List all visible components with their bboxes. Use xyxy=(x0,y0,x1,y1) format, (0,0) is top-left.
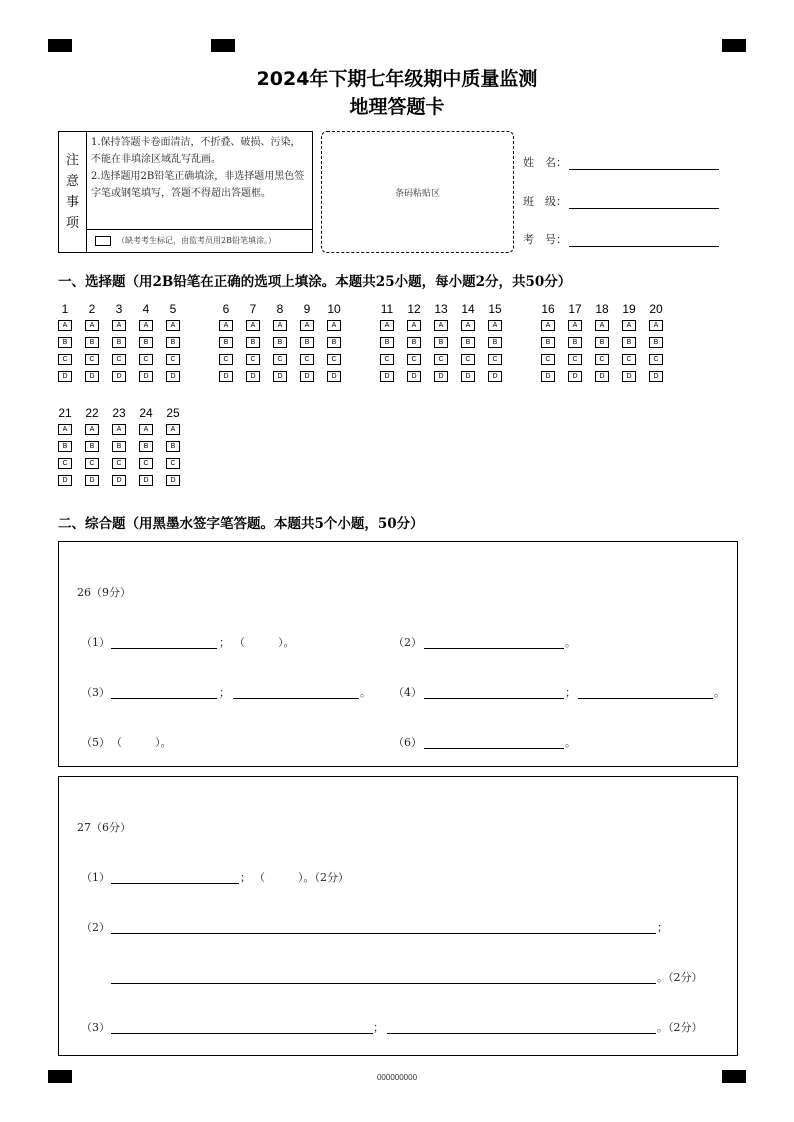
option-bubble[interactable]: B xyxy=(166,441,180,452)
option-bubble[interactable]: A xyxy=(461,320,475,331)
question-number: 21 xyxy=(58,406,72,420)
question-number: 15 xyxy=(488,302,502,316)
q26-part5-paren: （ ）。 xyxy=(111,736,172,749)
option-bubble[interactable]: C xyxy=(434,354,448,365)
question-number: 7 xyxy=(249,302,257,316)
option-bubble[interactable]: B xyxy=(58,441,72,452)
option-bubble[interactable]: C xyxy=(380,354,394,365)
section-1-title: 一、选择题（用2B铅笔在正确的选项上填涂。本题共25小题，每小题2分，共50分） xyxy=(58,274,572,290)
option-bubble[interactable]: C xyxy=(219,354,233,365)
option-bubble[interactable]: C xyxy=(649,354,663,365)
option-bubble[interactable]: D xyxy=(166,371,180,382)
option-bubble[interactable]: B xyxy=(622,337,636,348)
option-bubble[interactable]: D xyxy=(300,371,314,382)
option-bubble[interactable]: D xyxy=(649,371,663,382)
option-bubble[interactable]: C xyxy=(166,354,180,365)
name-row xyxy=(523,154,719,170)
question-number: 11 xyxy=(380,302,394,316)
q27-part1-sep: ； xyxy=(240,871,251,884)
question-number: 18 xyxy=(595,302,609,316)
option-bubble[interactable]: B xyxy=(219,337,233,348)
option-bubble[interactable]: C xyxy=(112,458,126,469)
option-bubble[interactable]: A xyxy=(407,320,421,331)
option-bubble[interactable]: B xyxy=(649,337,663,348)
notice-box xyxy=(58,131,313,253)
question-number: 10 xyxy=(327,302,341,316)
class-field[interactable] xyxy=(569,197,719,209)
option-bubble[interactable]: D xyxy=(166,475,180,486)
question-number: 16 xyxy=(541,302,555,316)
question-number: 6 xyxy=(222,302,230,316)
question-number: 13 xyxy=(434,302,448,316)
option-bubble[interactable]: D xyxy=(112,371,126,382)
option-bubble[interactable]: A xyxy=(85,320,99,331)
option-bubble[interactable]: A xyxy=(139,424,153,435)
question-number: 5 xyxy=(169,302,177,316)
option-bubble[interactable]: D xyxy=(85,371,99,382)
q26-part6-blank[interactable] xyxy=(424,748,564,749)
option-bubble[interactable]: A xyxy=(541,320,555,331)
q26-part1-sep: ； xyxy=(219,636,230,649)
option-bubble[interactable]: A xyxy=(58,320,72,331)
notice-text xyxy=(91,134,309,202)
page-subtitle: 地理答题卡 xyxy=(349,96,445,118)
exam-no-row xyxy=(523,231,719,247)
option-bubble[interactable]: B xyxy=(246,337,260,348)
option-bubble[interactable]: D xyxy=(58,371,72,382)
option-bubble[interactable]: B xyxy=(300,337,314,348)
option-bubble[interactable]: A xyxy=(434,320,448,331)
option-bubble[interactable]: D xyxy=(139,371,153,382)
option-bubble[interactable]: A xyxy=(246,320,260,331)
answer-box-q27 xyxy=(58,776,738,1056)
name-label: 姓 名： xyxy=(523,156,567,169)
notice-item-2: 2.选择题用2B铅笔正确填涂，非选择题用黑色签字笔或钢笔填写，答题不得超出答题框。 xyxy=(91,171,305,199)
option-bubble[interactable]: C xyxy=(139,354,153,365)
timing-mark-top-right xyxy=(722,39,746,52)
option-bubble[interactable]: B xyxy=(327,337,341,348)
notice-label-char: 项 xyxy=(65,216,79,231)
option-bubble[interactable]: D xyxy=(380,371,394,382)
option-bubble[interactable]: D xyxy=(273,371,287,382)
option-bubble[interactable]: D xyxy=(112,475,126,486)
option-bubble[interactable]: A xyxy=(139,320,153,331)
option-bubble[interactable]: C xyxy=(327,354,341,365)
option-bubble[interactable]: D xyxy=(541,371,555,382)
q26-part5-label: （5） xyxy=(81,736,110,749)
q26-part3-blank-b[interactable] xyxy=(233,698,359,699)
option-bubble[interactable]: C xyxy=(85,458,99,469)
question-number: 12 xyxy=(407,302,421,316)
option-bubble[interactable]: C xyxy=(139,458,153,469)
option-bubble[interactable]: B xyxy=(139,337,153,348)
page-title: 2024年下期七年级期中质量监测 xyxy=(256,68,538,90)
absent-mark-row xyxy=(95,235,276,246)
q27-part2-blank-a[interactable] xyxy=(111,933,656,934)
option-bubble[interactable]: B xyxy=(595,337,609,348)
notice-divider xyxy=(87,229,313,230)
option-bubble[interactable]: C xyxy=(58,354,72,365)
option-bubble[interactable]: B xyxy=(380,337,394,348)
q26-part6-end: 。 xyxy=(565,736,576,749)
option-bubble[interactable]: B xyxy=(273,337,287,348)
option-bubble[interactable]: A xyxy=(300,320,314,331)
option-bubble[interactable]: A xyxy=(166,320,180,331)
question-number: 20 xyxy=(649,302,663,316)
option-bubble[interactable]: C xyxy=(407,354,421,365)
question-number: 22 xyxy=(85,406,99,420)
option-bubble[interactable]: D xyxy=(85,475,99,486)
option-bubble[interactable]: B xyxy=(139,441,153,452)
option-bubble[interactable]: A xyxy=(327,320,341,331)
option-bubble[interactable]: C xyxy=(461,354,475,365)
q26-part3-label: （3） xyxy=(81,686,110,699)
q26-part2-blank[interactable] xyxy=(424,648,564,649)
option-bubble[interactable]: A xyxy=(112,424,126,435)
absent-checkbox[interactable] xyxy=(95,236,111,246)
option-bubble[interactable]: D xyxy=(58,475,72,486)
notice-label-char: 注 xyxy=(65,153,79,168)
option-bubble[interactable]: B xyxy=(541,337,555,348)
option-bubble[interactable]: D xyxy=(434,371,448,382)
class-row xyxy=(523,193,719,209)
option-bubble[interactable]: A xyxy=(112,320,126,331)
q26-part1-paren: （ ）。 xyxy=(234,636,295,649)
q27-part2-end: 。（2分） xyxy=(657,971,703,984)
q26-part1-label: （1） xyxy=(81,636,110,649)
q26-part4-label: （4） xyxy=(393,686,422,699)
barcode-area xyxy=(321,131,514,253)
option-bubble[interactable]: B xyxy=(568,337,582,348)
option-bubble[interactable]: A xyxy=(568,320,582,331)
question-number: 4 xyxy=(142,302,150,316)
option-bubble[interactable]: A xyxy=(58,424,72,435)
q26-part2-end: 。 xyxy=(565,636,576,649)
notice-label-char: 事 xyxy=(65,195,79,210)
option-bubble[interactable]: C xyxy=(622,354,636,365)
q27-part1-blank[interactable] xyxy=(111,883,239,884)
option-bubble[interactable]: A xyxy=(380,320,394,331)
option-bubble[interactable]: A xyxy=(166,424,180,435)
option-bubble[interactable]: A xyxy=(488,320,502,331)
option-bubble[interactable]: D xyxy=(327,371,341,382)
question-number: 25 xyxy=(166,406,180,420)
option-bubble[interactable]: A xyxy=(273,320,287,331)
absent-note: （缺考考生标记，由监考员用2B铅笔填涂。） xyxy=(117,236,276,245)
option-bubble[interactable]: D xyxy=(461,371,475,382)
question-number: 2 xyxy=(88,302,96,316)
question-number: 14 xyxy=(461,302,475,316)
option-bubble[interactable]: A xyxy=(85,424,99,435)
exam-no-field[interactable] xyxy=(569,235,719,247)
q26-part2-label: （2） xyxy=(393,636,422,649)
question-number: 9 xyxy=(303,302,311,316)
option-bubble[interactable]: C xyxy=(85,354,99,365)
option-bubble[interactable]: B xyxy=(112,337,126,348)
option-bubble[interactable]: C xyxy=(541,354,555,365)
q27-part3-sep: ； xyxy=(373,1021,384,1034)
option-bubble[interactable]: B xyxy=(112,441,126,452)
option-bubble[interactable]: C xyxy=(273,354,287,365)
timing-mark-top-left xyxy=(48,39,72,52)
q26-title: 26（9分） xyxy=(77,586,131,599)
q27-part3-label: （3） xyxy=(81,1021,110,1034)
option-bubble[interactable]: D xyxy=(488,371,502,382)
option-bubble[interactable]: C xyxy=(112,354,126,365)
q27-part2-sep: ； xyxy=(657,921,668,934)
q26-part4-sep: ； xyxy=(565,686,576,699)
option-bubble[interactable]: D xyxy=(407,371,421,382)
option-bubble[interactable]: B xyxy=(488,337,502,348)
q27-part3-end: 。（2分） xyxy=(657,1021,703,1034)
question-number: 17 xyxy=(568,302,582,316)
question-number: 19 xyxy=(622,302,636,316)
option-bubble[interactable]: B xyxy=(58,337,72,348)
q27-part1-paren: （ ）。（2分） xyxy=(254,871,349,884)
q27-part2-blank-b[interactable] xyxy=(111,983,656,984)
q27-part3-blank-b[interactable] xyxy=(387,1033,656,1034)
q27-part1-label: （1） xyxy=(81,871,110,884)
option-bubble[interactable]: C xyxy=(166,458,180,469)
question-number: 3 xyxy=(115,302,123,316)
name-field[interactable] xyxy=(569,158,719,170)
q26-part1-blank[interactable] xyxy=(111,648,217,649)
q26-part3-end: 。 xyxy=(360,686,371,699)
answer-box-q26 xyxy=(58,541,738,767)
option-bubble[interactable]: B xyxy=(461,337,475,348)
option-bubble[interactable]: C xyxy=(246,354,260,365)
option-bubble[interactable]: A xyxy=(649,320,663,331)
option-bubble[interactable]: C xyxy=(488,354,502,365)
option-bubble[interactable]: C xyxy=(595,354,609,365)
option-bubble[interactable]: A xyxy=(219,320,233,331)
option-bubble[interactable]: B xyxy=(407,337,421,348)
exam-no-label: 考 号： xyxy=(523,233,567,246)
option-bubble[interactable]: B xyxy=(166,337,180,348)
section-2-title: 二、综合题（用黑墨水签字笔答题。本题共5个小题，50分） xyxy=(58,516,424,532)
q26-part6-label: （6） xyxy=(393,736,422,749)
q26-part4-blank-b[interactable] xyxy=(578,698,713,699)
option-bubble[interactable]: C xyxy=(58,458,72,469)
timing-mark-top-middle xyxy=(211,39,235,52)
option-bubble[interactable]: C xyxy=(300,354,314,365)
option-bubble[interactable]: B xyxy=(85,337,99,348)
notice-label xyxy=(59,132,87,252)
question-number: 8 xyxy=(276,302,284,316)
option-bubble[interactable]: B xyxy=(434,337,448,348)
notice-label-char: 意 xyxy=(65,174,79,189)
q27-title: 27（6分） xyxy=(77,821,131,834)
q26-part4-blank-a[interactable] xyxy=(424,698,564,699)
option-bubble[interactable]: D xyxy=(568,371,582,382)
option-bubble[interactable]: B xyxy=(85,441,99,452)
option-bubble[interactable]: D xyxy=(595,371,609,382)
q26-part3-blank-a[interactable] xyxy=(111,698,217,699)
option-bubble[interactable]: D xyxy=(622,371,636,382)
q26-part3-sep: ； xyxy=(219,686,230,699)
notice-item-1: 1.保持答题卡卷面清洁，不折叠、破损、污染，不能在非填涂区域乱写乱画。 xyxy=(91,137,301,165)
question-number: 23 xyxy=(112,406,126,420)
option-bubble[interactable]: C xyxy=(568,354,582,365)
option-bubble[interactable]: A xyxy=(595,320,609,331)
barcode-label: 条码粘贴区 xyxy=(394,188,440,199)
option-bubble[interactable]: D xyxy=(219,371,233,382)
sheet-code: 000000000 xyxy=(376,1073,418,1082)
q27-part3-blank-a[interactable] xyxy=(111,1033,373,1034)
q27-part2-label: （2） xyxy=(81,921,110,934)
question-number: 24 xyxy=(139,406,153,420)
class-label: 班 级： xyxy=(523,195,567,208)
option-bubble[interactable]: A xyxy=(622,320,636,331)
q26-part4-end: 。 xyxy=(714,686,725,699)
option-bubble[interactable]: D xyxy=(139,475,153,486)
option-bubble[interactable]: D xyxy=(246,371,260,382)
question-number: 1 xyxy=(61,302,69,316)
